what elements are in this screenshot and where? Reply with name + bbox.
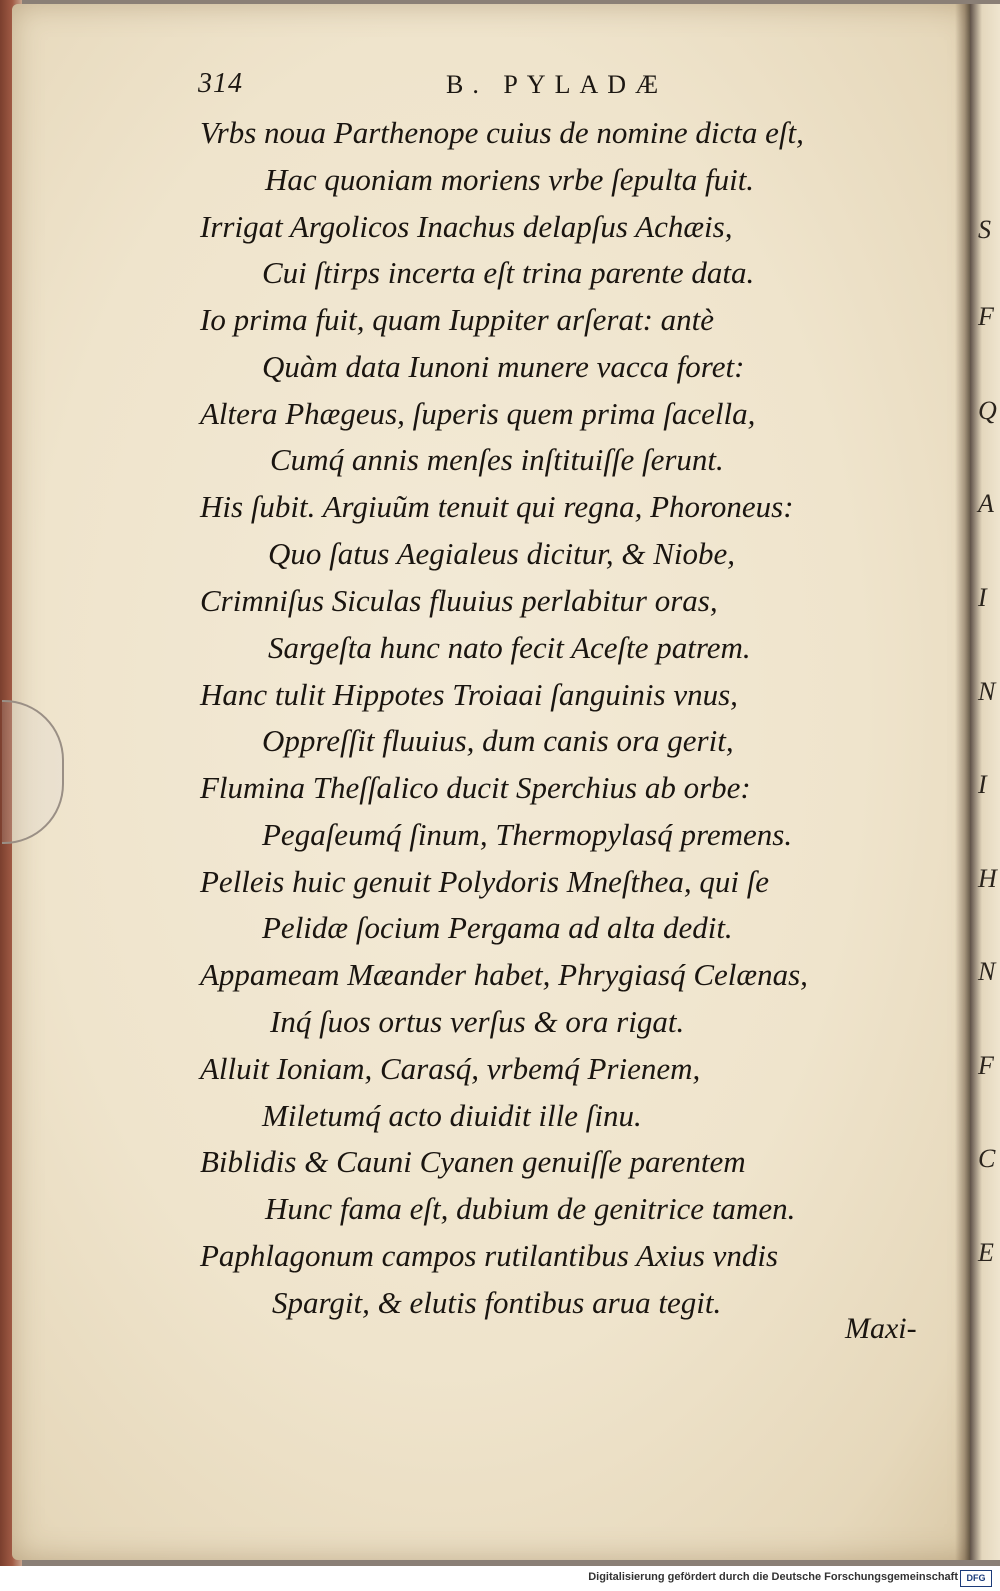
verse-line: Hanc tulit Hippotes Troiaai ſanguinis vnus,: [200, 677, 738, 712]
verse-line: Quàm data Iunoni munere vacca foret:: [262, 349, 745, 384]
verse-line: Pelidæ ſocium Pergama ad alta dedit.: [262, 910, 733, 945]
verse-line: Oppreſſit fluuius, dum canis ora gerit,: [262, 723, 734, 758]
facing-page-letter: F: [978, 302, 994, 331]
verse-line: Altera Phægeus, ſuperis quem prima ſacella,: [200, 396, 756, 431]
verse-line: Io prima fuit, quam Iuppiter arſerat: antè: [200, 302, 715, 337]
facing-page-letter: N: [978, 677, 996, 706]
verse-line: Sargeſta hunc nato fecit Aceſte patrem.: [268, 630, 751, 665]
verse-line: Hac quoniam moriens vrbe ſepulta fuit.: [265, 162, 755, 197]
catchword: Maxi-: [845, 1312, 917, 1345]
verse-line: Paphlagonum campos rutilantibus Axius vndis: [200, 1238, 779, 1273]
facing-page-letter: N: [978, 957, 996, 986]
verse-line: Alluit Ioniam, Carasq́, vrbemq́ Prienem,: [200, 1051, 701, 1086]
facing-page-letter: E: [978, 1238, 994, 1267]
funding-credit: Digitalisierung gefördert durch die Deutsche Forschungsgemeinschaft: [588, 1571, 958, 1583]
verse-line: Pelleis huic genuit Polydoris Mneſthea, qui ſe: [200, 864, 770, 899]
verse-line: Irrigat Argolicos Inachus delapſus Achæis,: [200, 209, 733, 244]
facing-page-letter: A: [978, 489, 994, 518]
verse-line: Hunc fama eſt, dubium de genitrice tamen.: [265, 1191, 796, 1226]
verse-line: Appameam Mæander habet, Phrygiasq́ Celænas,: [200, 957, 808, 992]
verse-line: Inq́ ſuos ortus verſus & ora rigat.: [270, 1004, 685, 1039]
verse-line: Quo ſatus Aegialeus dicitur, & Niobe,: [268, 536, 735, 571]
facing-page-letter: Q: [978, 396, 997, 425]
verse-line: Vrbs noua Parthenope cuius de nomine dicta eſt,: [200, 115, 804, 150]
verse-line: Pegaſeumq́ ſinum, Thermopylasq́ premens.: [262, 817, 793, 852]
facing-page-letter: S: [978, 215, 991, 244]
page-number: 314: [198, 68, 243, 99]
facing-page-letter: H: [978, 864, 997, 893]
verse-line: Flumina Theſſalico ducit Sperchius ab orbe:: [200, 770, 751, 805]
verse-line: Spargit, & elutis fontibus arua tegit.: [272, 1285, 722, 1320]
facing-page-letter: C: [978, 1144, 996, 1173]
verse-line: His ſubit. Argiuũm tenuit qui regna, Phoroneus:: [200, 489, 794, 524]
verse-line: Cui ſtirps incerta eſt trina parente data.: [262, 255, 755, 290]
verse-line: Crimniſus Siculas fluuius perlabitur oras,: [200, 583, 718, 618]
verse-line: Cumq́ annis menſes inſtituiſſe ſerunt.: [270, 442, 724, 477]
running-head: B. PYLADÆ: [446, 70, 668, 99]
digitization-footer: [0, 1566, 1000, 1591]
facing-page-letter: I: [978, 583, 987, 612]
verse-line: Biblidis & Cauni Cyanen genuiſſe parentem: [200, 1144, 746, 1179]
verse-line: Miletumq́ acto diuidit ille ſinu.: [262, 1098, 642, 1133]
facing-page-letter: F: [978, 1051, 994, 1080]
dfg-logo: DFG: [960, 1570, 992, 1587]
facing-page-letter: I: [978, 770, 987, 799]
